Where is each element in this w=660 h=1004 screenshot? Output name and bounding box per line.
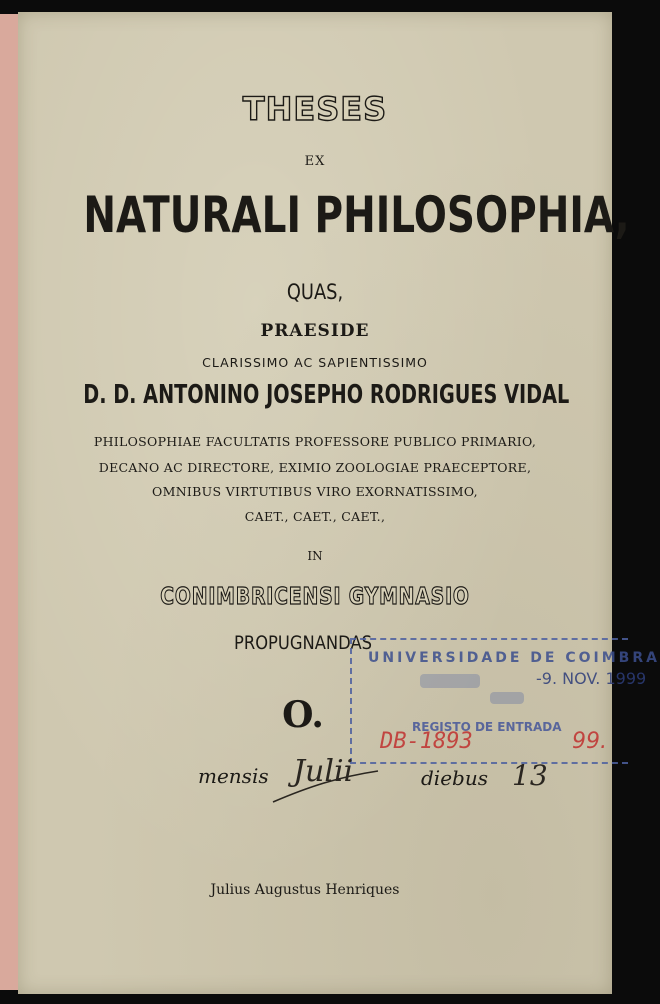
stamp-shelfmark: DB-1893 (380, 729, 473, 754)
handwritten-diebus: diebus (421, 766, 488, 790)
praeside-word: PRAESIDE (260, 321, 370, 341)
handwritten-month: Julii (293, 754, 354, 789)
theses-heading: THESES (242, 90, 388, 128)
propugnandas-word: PROPUGNANDAS (233, 632, 373, 654)
handwriting-flourish (268, 767, 418, 807)
library-stamp (340, 634, 660, 766)
stamp-smudge (490, 692, 524, 704)
handwritten-mensis: mensis (198, 764, 269, 788)
main-title: NATURALI PHILOSOPHIA, (83, 186, 630, 244)
gymnasium-heading: CONIMBRICENSI GYMNASIO (160, 584, 470, 610)
stamp-date: -9. NOV. 1999 (536, 669, 647, 688)
o-letter: O. (282, 694, 324, 736)
title-page (18, 12, 660, 994)
president-name: D. D. ANTONINO JOSEPHO RODRIGUES VIDAL (83, 380, 570, 410)
dedication-line: DECANO AC DIRECTORE, EXIMIO ZOOLOGIAE PRAECEPTORE, (98, 460, 532, 475)
ex-word: EX (304, 154, 326, 169)
in-word: IN (307, 549, 323, 563)
quas-word: QUAS, (286, 280, 344, 304)
dedication-line: PHILOSOPHIAE FACULTATIS PROFESSORE PUBLICO PRIMARIO, (93, 434, 537, 449)
stamp-smudge (420, 674, 480, 688)
author-name: Julius Augustus Henriques (210, 882, 400, 898)
clarissimo-line: CLARISSIMO AC SAPIENTISSIMO (202, 355, 428, 370)
stamp-registry: REGISTO DE ENTRADA (412, 720, 562, 734)
dedication-line: OMNIBUS VIRTUTIBUS VIRO EXORNATISSIMO, (152, 484, 478, 499)
stamp-university: UNIVERSIDADE DE COIMBRA (368, 650, 660, 666)
handwritten-day: 13 (512, 759, 548, 792)
stamp-year: 99. (572, 729, 607, 754)
dedication-line: CAET., CAET., CAET., (244, 509, 386, 524)
